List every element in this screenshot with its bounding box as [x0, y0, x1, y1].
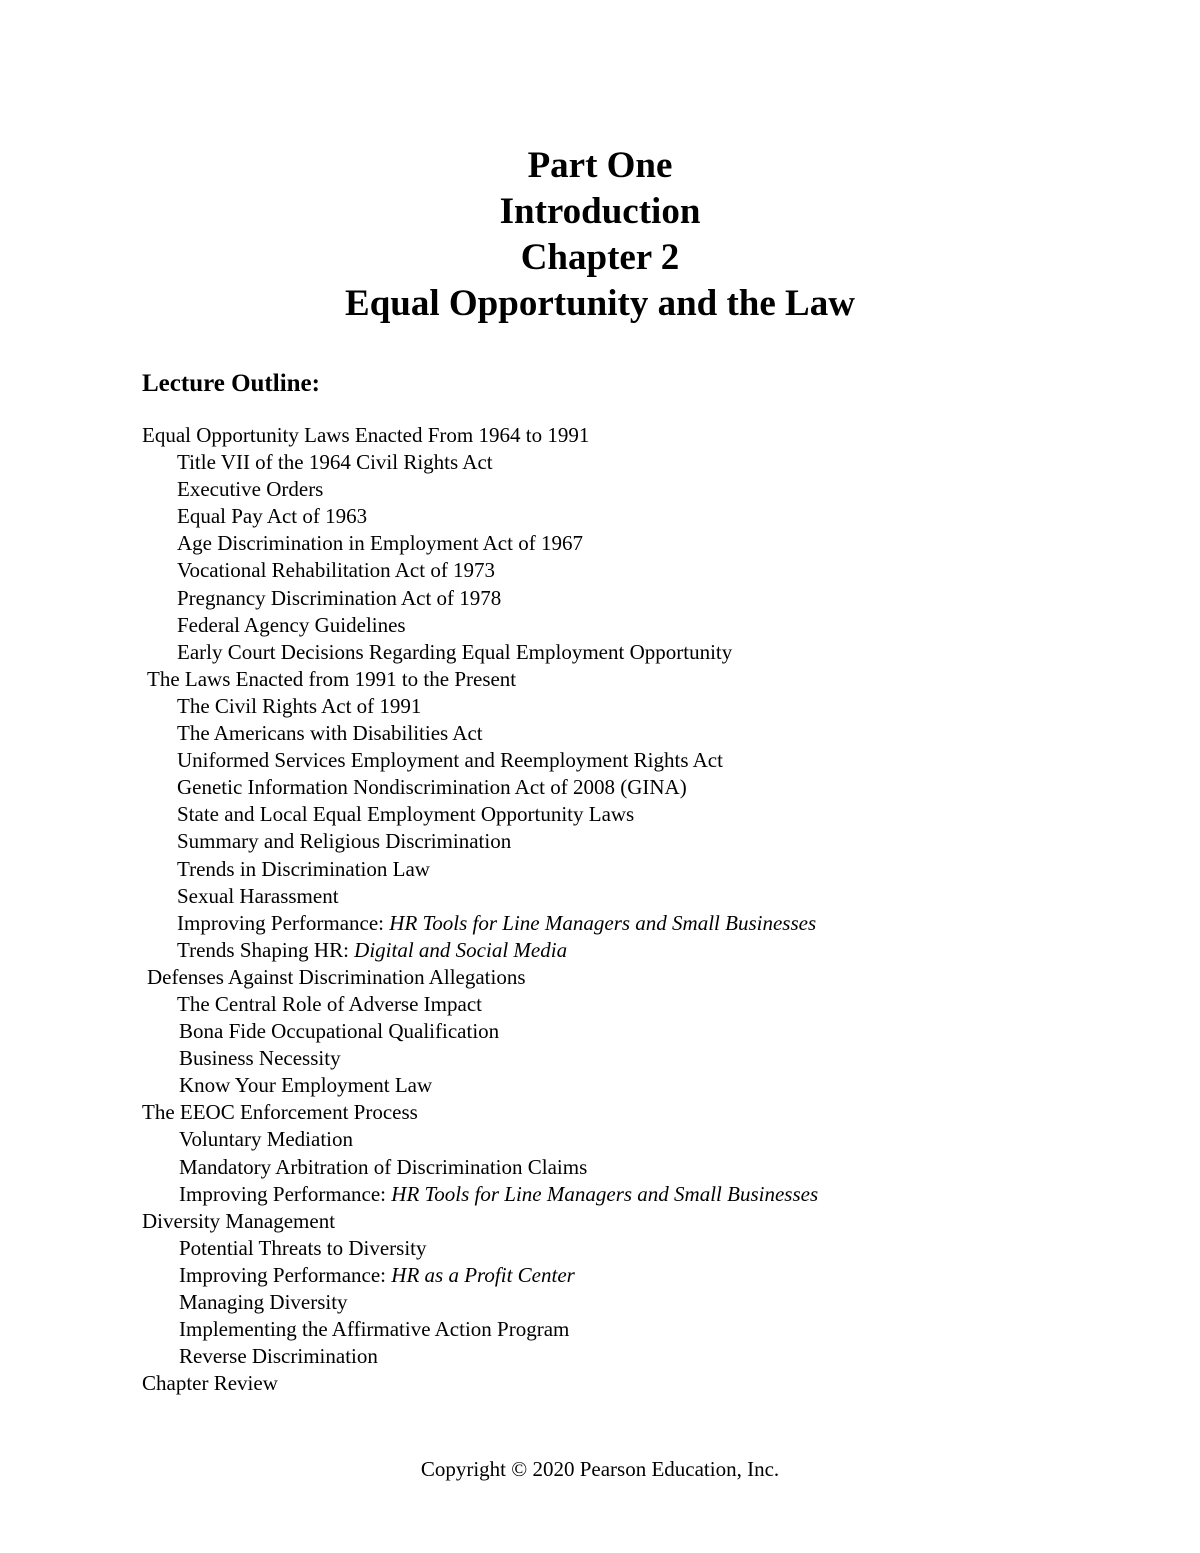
outline-item [142, 1072, 1062, 1099]
outline-item-text: Vocational Rehabilitation Act of 1973 [177, 558, 496, 583]
outline-item-italic-text: HR Tools for Line Managers and Small Businesses [389, 910, 817, 935]
outline-item [142, 801, 1062, 828]
outline-item [142, 910, 1062, 937]
outline-item-text: Know Your Employment Law [179, 1073, 433, 1098]
outline-item-text: The EEOC Enforcement Process [142, 1100, 418, 1125]
outline-item [142, 1262, 1062, 1289]
outline-heading: Lecture Outline: [142, 370, 320, 397]
outline-item-text: Voluntary Mediation [179, 1127, 354, 1152]
outline-item [142, 1154, 1062, 1181]
outline-item [142, 422, 1062, 449]
outline-item-text: Implementing the Affirmative Action Program [179, 1317, 570, 1342]
outline-item-text: Sexual Harassment [177, 883, 339, 908]
outline-item-text: Chapter Review [142, 1371, 278, 1396]
outline-item [142, 1235, 1062, 1262]
outline-item-text: Diversity Management [142, 1208, 336, 1233]
outline-item-text: Defenses Against Discrimination Allegations [147, 964, 526, 989]
outline-item [142, 557, 1062, 584]
outline-item-text: The Americans with Disabilities Act [177, 721, 483, 746]
outline-item-text: The Laws Enacted from 1991 to the Present [147, 666, 517, 691]
chapter-number: Chapter 2 [520, 237, 680, 278]
outline-item-text: Genetic Information Nondiscrimination Act of 2008 (GINA) [177, 775, 687, 800]
copyright-footer: Copyright © 2020 Pearson Education, Inc. [420, 1457, 780, 1481]
outline-item-text: Bona Fide Occupational Qualification [179, 1019, 500, 1044]
outline-item-italic-text: Digital and Social Media [354, 937, 568, 962]
lecture-outline [142, 422, 1062, 1397]
outline-item-text: Summary and Religious Discrimination [177, 829, 512, 854]
outline-item-text: The Central Role of Adverse Impact [177, 991, 482, 1016]
outline-item [142, 585, 1062, 612]
outline-item [142, 612, 1062, 639]
outline-item [142, 828, 1062, 855]
outline-item [142, 883, 1062, 910]
outline-item-text: Equal Opportunity Laws Enacted From 1964 to 1991 [142, 423, 590, 447]
outline-item-text: Federal Agency Guidelines [177, 612, 406, 637]
part-title: Part One [527, 145, 673, 186]
outline-item [142, 1316, 1062, 1343]
outline-item-text: Improving Performance: [179, 1262, 392, 1287]
outline-item [142, 747, 1062, 774]
outline-item [142, 1099, 1062, 1126]
outline-item-text: Early Court Decisions Regarding Equal Employment Opportunity [177, 639, 733, 664]
outline-item [142, 937, 1062, 964]
outline-item [142, 1289, 1062, 1316]
outline-item [142, 1045, 1062, 1072]
outline-item-italic-text: HR Tools for Line Managers and Small Businesses [391, 1181, 819, 1206]
outline-item [142, 449, 1062, 476]
outline-item-text: Title VII of the 1964 Civil Rights Act [177, 450, 493, 475]
outline-item [142, 639, 1062, 666]
outline-item-text: State and Local Equal Employment Opportunity Laws [177, 802, 635, 827]
chapter-title: Equal Opportunity and the Law [345, 283, 855, 324]
outline-item [142, 1370, 1062, 1397]
outline-item-text: Improving Performance: [179, 1181, 392, 1206]
outline-item [142, 991, 1062, 1018]
outline-item [142, 530, 1062, 557]
outline-item-text: Potential Threats to Diversity [179, 1235, 427, 1260]
outline-item [142, 1181, 1062, 1208]
outline-item-text: Trends in Discrimination Law [177, 856, 430, 881]
outline-item-text: Executive Orders [177, 477, 324, 502]
outline-item [142, 1343, 1062, 1370]
title-block [0, 143, 1200, 327]
outline-item [142, 720, 1062, 747]
outline-item-text: Mandatory Arbitration of Discrimination Claims [179, 1154, 588, 1179]
outline-item-text: The Civil Rights Act of 1991 [177, 693, 422, 718]
outline-item-text: Reverse Discrimination [179, 1344, 378, 1369]
outline-item-text: Pregnancy Discrimination Act of 1978 [177, 585, 502, 610]
outline-item [142, 666, 1062, 693]
outline-item-text: Business Necessity [179, 1046, 341, 1071]
outline-item [142, 503, 1062, 530]
outline-item [142, 774, 1062, 801]
outline-item [142, 1126, 1062, 1153]
outline-item [142, 1018, 1062, 1045]
outline-item [142, 693, 1062, 720]
section-title: Introduction [499, 191, 701, 232]
outline-item-text: Improving Performance: [177, 910, 390, 935]
outline-item [142, 1208, 1062, 1235]
outline-item-text: Managing Diversity [179, 1290, 348, 1314]
outline-item-text: Age Discrimination in Employment Act of 1967 [177, 531, 583, 556]
outline-item [142, 964, 1062, 991]
outline-item [142, 476, 1062, 503]
outline-item [142, 856, 1062, 883]
outline-item-text: Trends Shaping HR: [177, 937, 355, 962]
outline-item-italic-text: HR as a Profit Center [391, 1262, 575, 1287]
outline-item-text: Uniformed Services Employment and Reemployment Rights Act [177, 748, 723, 773]
outline-item-text: Equal Pay Act of 1963 [177, 504, 368, 529]
